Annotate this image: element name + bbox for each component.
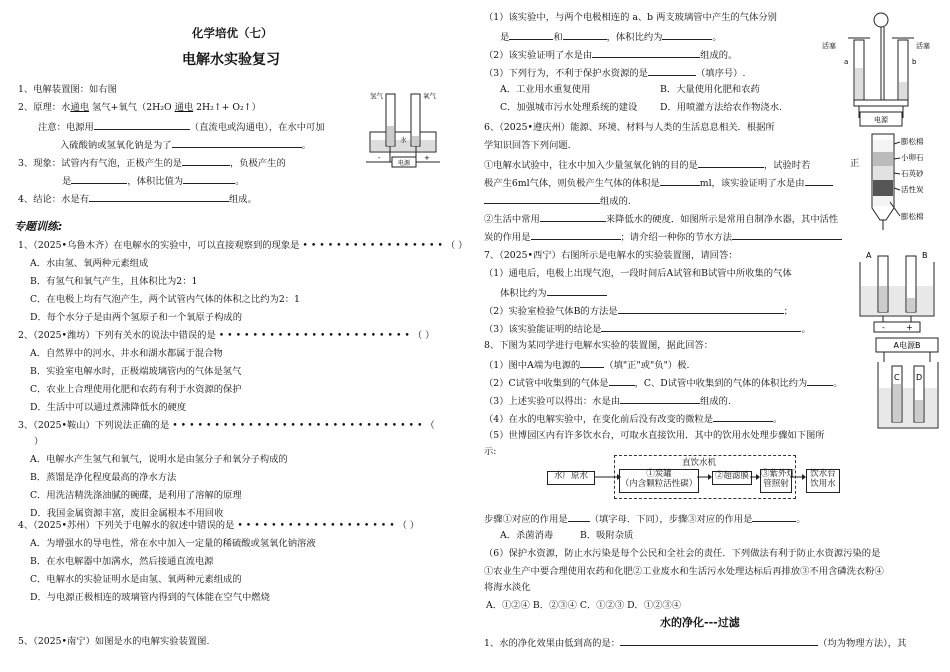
- q5-part1: （1）该实验中，与两个电极相连的 a、b 两支玻璃管中产生的气体分别: [484, 12, 777, 23]
- pos-label-2: +: [906, 323, 913, 332]
- power-ab-label: A电源B: [893, 341, 921, 350]
- review-line-5: 3、现象：试管内有气泡，正极产生的是 ，负极产生的: [18, 158, 286, 169]
- blank[interactable]: [609, 376, 635, 386]
- valve-right-label: 活塞: [916, 42, 930, 50]
- q5-option-b[interactable]: B．大量使用化肥和农药: [660, 84, 760, 95]
- q8: 8、下图为某同学进行电解水实验的装置图，据此回答：: [484, 340, 714, 351]
- blank[interactable]: [805, 176, 833, 186]
- q3-option-c[interactable]: C．用洗洁精洗涤油腻的碗碟，是利用了溶解的原理: [30, 490, 242, 501]
- q3-option-b[interactable]: B．蒸馏是净化程度最高的净水方法: [30, 472, 177, 483]
- tube-b-label-2: B: [922, 251, 928, 260]
- electrolysis-diagram-4: [872, 336, 944, 436]
- s2-q1: 1、水的净化效果由低到高的是： （均为物理方法），其: [484, 638, 907, 649]
- q5-part1-line2: 是 和 ，体积比约为 。: [500, 32, 722, 43]
- water-filter-diagram: [866, 130, 950, 234]
- q8-part6-line3: 将海水淡化: [484, 582, 531, 593]
- electrolysis-diagram-2: [820, 8, 942, 130]
- neg-label-2: -: [882, 323, 885, 332]
- q6-line3: ①电解水试验中，往水中加入少量氢氧化钠的目的是 ，试验时若: [484, 160, 811, 171]
- review-line-7: 4、结论：水是有 组成。: [18, 194, 257, 205]
- q2: 2、（2025•潍坊）下列有关水的说法中错误的是 • • • • • • • • • • • • • • • • • • • • • • • （ ）: [18, 330, 435, 341]
- q1-option-a[interactable]: A．水由氢、氧两种元素组成: [30, 258, 149, 269]
- q6-line5: 组成的.: [484, 194, 631, 208]
- q1-option-d[interactable]: D．每个水分子是由两个氢原子和一个氧原子构成的: [30, 312, 242, 323]
- blank[interactable]: [509, 30, 553, 40]
- flow-step-1: ①炭罐 （内含颗粒活性碳）: [619, 469, 699, 493]
- q5-option-d[interactable]: D．用喷灌方法给农作物浇水.: [660, 102, 782, 113]
- blank[interactable]: [660, 176, 700, 186]
- blank[interactable]: [620, 394, 700, 404]
- q6: 6、（2025•遵庆州）能源、环境、材料与人类的生活息息相关．根据所: [484, 122, 775, 133]
- blank[interactable]: [531, 230, 621, 240]
- blank[interactable]: [648, 66, 696, 76]
- flow-step-3: ③紫外灯 管照射: [760, 469, 792, 493]
- blank[interactable]: [713, 412, 773, 422]
- tube-b-label: b: [912, 58, 917, 66]
- q3-paren-close: ）: [34, 436, 44, 447]
- q8-part6: （6）保护水资源，防止水污染是每个公民和全社会的责任．下列做法有利于防止水资源污染的是: [484, 548, 881, 559]
- q8-part6-line2: ①农业生产中要合理使用农药和化肥②工业废水和生活污水处理达标后再排放③不用含磷洗衣粉④: [484, 566, 884, 577]
- blank[interactable]: [172, 138, 302, 148]
- pos-label: +: [424, 154, 430, 162]
- blank[interactable]: [484, 194, 600, 204]
- blank[interactable]: [89, 192, 229, 202]
- q8-steps: 步骤①对应的作用是 （填字母．下同），步骤③对应的作用是 。: [484, 514, 806, 525]
- tube-d-label: D: [916, 373, 923, 382]
- q7-part1-line2: 体积比约为: [500, 286, 607, 300]
- q5: 5、（2025•南宁）如图是水的电解实验装置图.: [18, 636, 210, 647]
- q8-part2: （2）C试管中收集到的气体是 ，C、D试管中收集到的气体的体积比约为 。: [484, 378, 843, 389]
- q7-part1: （1）通电后，电极上出现气泡，一段时间后A试管和B试管中所收集的气体: [484, 268, 792, 279]
- blank[interactable]: [183, 174, 235, 184]
- q6-line3-tail: 正: [850, 158, 860, 169]
- electrolysis-diagram-3: [852, 246, 942, 336]
- blank[interactable]: [94, 120, 190, 130]
- q3-option-a[interactable]: A．电解水产生氢气和氧气，说明水是由氢分子和氧分子构成的: [30, 454, 288, 465]
- q6-line6: ②生活中常用 来降低水的硬度．如图所示是常用自制净水器，其中活性: [484, 214, 839, 225]
- blank[interactable]: [182, 156, 230, 166]
- flow-end: 饮水台 饮用水: [806, 469, 840, 493]
- blank[interactable]: [698, 158, 764, 168]
- q8-part6-options[interactable]: A．①②④ B．②③④ C．①②③ D．①②③④: [486, 600, 682, 611]
- q2-option-a[interactable]: A．自然界中的河水、井水和湖水都属于混合物: [30, 348, 223, 359]
- blank[interactable]: [568, 512, 590, 522]
- q7: 7、（2025•西宁）右图所示是电解水的实验装置图，请回答：: [484, 250, 738, 261]
- layer-pebbles: 小卵石: [901, 153, 924, 162]
- q5-part3: （3）下列行为，不利于保护水资源的是 （填序号）.: [484, 68, 746, 79]
- q4-option-d[interactable]: D．与电源正极相连的玻璃管内得到的气体能在空气中燃烧: [30, 592, 270, 603]
- blank[interactable]: [580, 358, 604, 368]
- review-line-6: 是 ，体积比值为 。: [62, 176, 245, 187]
- q2-option-b[interactable]: B．实验室电解水时，正极端玻璃管内的气体是氢气: [30, 366, 242, 377]
- blank[interactable]: [752, 512, 796, 522]
- water-machine-label: 直饮水机: [682, 458, 717, 468]
- q8-part5-line2: 示:: [484, 446, 497, 457]
- layer-quartz: 石英砂: [901, 169, 924, 178]
- blank[interactable]: [618, 304, 784, 314]
- blank[interactable]: [563, 30, 607, 40]
- q2-option-d[interactable]: D．生活中可以通过煮沸降低水的硬度: [30, 402, 187, 413]
- section-title-filtration: 水的净化---过滤: [660, 616, 740, 629]
- electrolysis-diagram-1: [356, 84, 452, 172]
- q8-part1: （1）图中A端为电源的 （填"正"或"负"）极.: [484, 360, 690, 371]
- tube-a-label-2: A: [866, 251, 872, 260]
- flow-step-2: ②超滤膜: [712, 471, 752, 485]
- blank[interactable]: [601, 322, 801, 332]
- q8-part4: （4）在水的电解实验中，在变化前后没有改变的微粒是 。: [484, 414, 783, 425]
- blank[interactable]: [732, 230, 842, 240]
- flow-source: 水厂原水: [547, 471, 595, 485]
- flow-arrows: [593, 470, 813, 486]
- q8-steps-option-b[interactable]: B．吸附杂质: [580, 530, 634, 541]
- hydrogen-label: 氢气: [370, 92, 383, 100]
- tube-c-label: C: [894, 373, 900, 382]
- q8-steps-option-a[interactable]: A．杀菌消毒: [500, 530, 554, 541]
- q1-option-b[interactable]: B．有氢气和氧气产生，且体积比为2：1: [30, 276, 198, 287]
- tube-a-label: a: [844, 58, 849, 66]
- layer-cotton-top: 膨松棉: [901, 137, 924, 146]
- q1: 1、（2025•乌鲁木齐）在电解水的实验中，可以直接观察到的现象是 • • • • • • • • • • • • • • • • • （ ）: [18, 240, 468, 251]
- q7-part2: （2）实验室检验气体B的方法是 ；: [484, 306, 793, 317]
- review-line-4: 入硫酸钠或氢氧化钠是为了 。: [60, 140, 311, 151]
- q7-part3: （3）该实验能证明的结论是 。: [484, 324, 811, 335]
- q8-part5: （5）世博园区内有许多饮水台，可取水直接饮用．其中的饮用水处理步骤如下图所: [484, 430, 825, 441]
- blank[interactable]: [620, 636, 818, 646]
- q3-option-d[interactable]: D．我国金属资源丰富，废旧金属根本不用回收: [30, 508, 224, 519]
- q5-part2: （2）该实验证明了水是由 组成的。: [484, 50, 738, 61]
- valve-left-label: 活塞: [822, 42, 836, 50]
- blank[interactable]: [807, 376, 833, 386]
- q4-option-b[interactable]: B．在水电解器中加满水，然后接通直流电源: [30, 556, 214, 567]
- power-label: 电源: [397, 160, 411, 167]
- q6-line7: 炭的作用是 ；请介绍一种你的节水方法: [484, 230, 842, 244]
- training-heading: 专题训练:: [14, 220, 63, 233]
- q4-option-a[interactable]: A．为增强水的导电性，常在水中加入一定量的稀硫酸或氢氧化钠溶液: [30, 538, 316, 549]
- review-line-1: 1、电解装置图：如右图: [18, 84, 117, 95]
- review-line-3: 注意：电源用 （直流电或沟通电），在水中可加: [38, 122, 325, 133]
- q5-option-a[interactable]: A．工业用水重复使用: [500, 84, 591, 95]
- q6-line4: 极产生6ml气体，则负极产生气体的体积是 ml，该实验证明了水是由: [484, 176, 833, 190]
- q4: 4、（2025•苏州）下列关于电解水的叙述中错误的是 • • • • • • • • • • • • • • • • • • • （ ）: [18, 520, 420, 531]
- q4-option-c[interactable]: C．电解水的实验证明水是由氢、氧两种元素组成的: [30, 574, 242, 585]
- power-label-2: 电源: [874, 116, 888, 124]
- review-line-2: 2、原理：水通电 氢气+氧气（2H₂O 通电 2H₂↑+ O₂↑）: [18, 102, 261, 113]
- blank[interactable]: [547, 286, 607, 296]
- q6-line2: 学知识回答下列问题.: [484, 140, 571, 151]
- water-label: 水: [400, 136, 407, 144]
- q5-option-c[interactable]: C．加强城市污水处理系统的建设: [500, 102, 638, 113]
- layer-carbon: 活性炭: [901, 185, 924, 194]
- series-title: 化学培优（七）: [192, 26, 273, 40]
- oxygen-label: 氧气: [423, 92, 436, 100]
- q1-option-c[interactable]: C．在电极上均有气泡产生，两个试管内气体的体积之比约为2：1: [30, 294, 300, 305]
- layer-cotton-bottom: 膨松棉: [901, 212, 924, 221]
- q8-part3: （3）上述实验可以得出：水是由 组成的.: [484, 396, 731, 407]
- page-title: 电解水实验复习: [182, 52, 280, 68]
- q2-option-c[interactable]: C．农业上合理使用化肥和农药有利于水资源的保护: [30, 384, 242, 395]
- blank[interactable]: [71, 174, 127, 184]
- blank[interactable]: [662, 30, 712, 40]
- blank[interactable]: [540, 212, 606, 222]
- neg-label: -: [378, 154, 381, 162]
- blank[interactable]: [592, 48, 700, 58]
- q3: 3、（2025•鞍山）下列说法正确的是 • • • • • • • • • • • • • • • • • • • • • • • • • • • • • • （: [18, 420, 435, 431]
